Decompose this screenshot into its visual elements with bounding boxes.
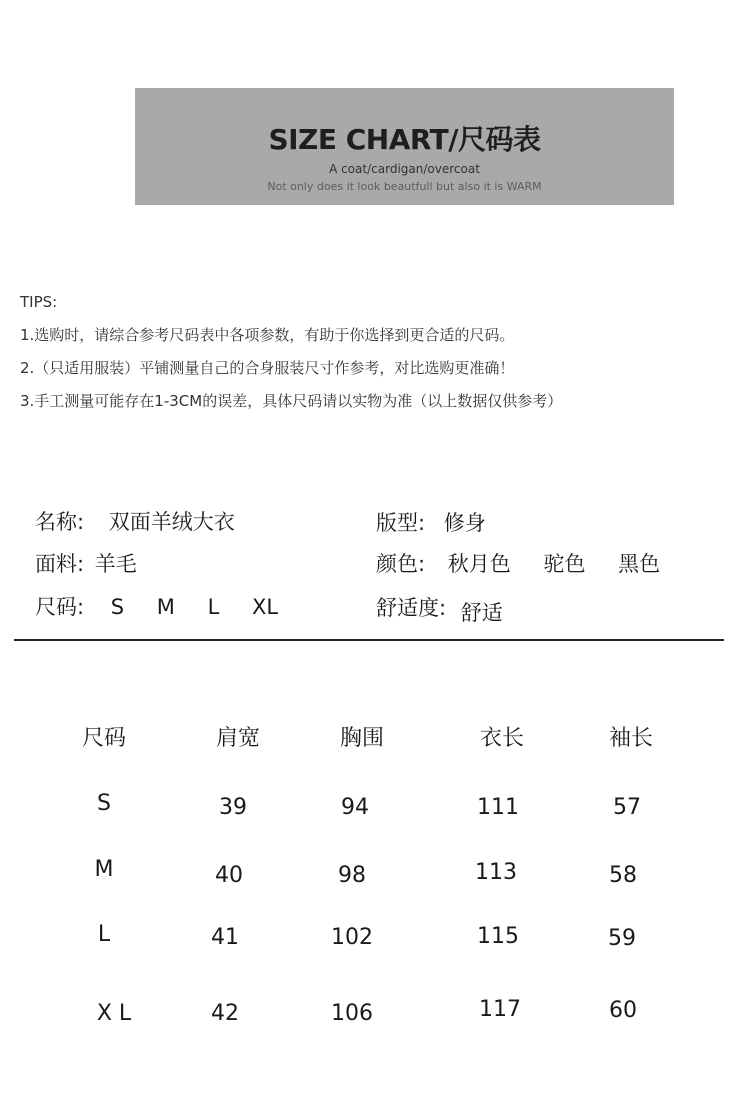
tips-section [20, 292, 730, 424]
fit-value: 修身 [443, 511, 486, 535]
size-option: L [207, 595, 220, 619]
row-xl-shoulder: 42 [211, 1001, 239, 1026]
comfort-label: 舒适度: [376, 596, 447, 620]
info-material [35, 548, 137, 578]
info-name [35, 506, 235, 536]
color-option: 黑色 [618, 552, 661, 576]
row-m-shoulder: 40 [215, 863, 243, 888]
row-xl-length: 117 [479, 997, 521, 1022]
row-xl-sleeve: 60 [609, 998, 637, 1023]
row-l-chest: 102 [331, 925, 373, 950]
material-value: 羊毛 [94, 552, 137, 576]
info-fit [376, 507, 486, 537]
section-divider [14, 639, 724, 641]
material-label: 面料: [35, 552, 85, 576]
size-option: M [156, 595, 175, 619]
tip-2: 2.（只适用服装）平铺测量自己的合身服装尺寸作参考，对比选购更准确！ [20, 359, 515, 377]
header-length: 衣长 [479, 726, 524, 751]
header-size: 尺码 [81, 726, 126, 751]
name-label: 名称: [35, 510, 85, 534]
row-l-length: 115 [477, 924, 519, 949]
row-s-length: 111 [477, 795, 519, 820]
row-s-chest: 94 [341, 795, 369, 820]
color-option: 驼色 [543, 552, 586, 576]
row-l-size: L [97, 922, 111, 947]
comfort-value: 舒适 [460, 601, 503, 625]
banner-title: SIZE CHART/尺码表 [268, 123, 541, 156]
banner-subtitle: A coat/cardigan/overcoat [329, 162, 480, 176]
row-l-shoulder: 41 [211, 925, 239, 950]
header-chest: 胸围 [339, 726, 384, 751]
row-xl-size: X L [96, 1001, 132, 1026]
row-m-size: M [94, 857, 114, 882]
row-s-size: S [97, 791, 111, 816]
row-m-length: 113 [475, 860, 517, 885]
header-shoulder: 肩宽 [215, 726, 260, 751]
color-label: 颜色: [376, 552, 426, 576]
tip-3: 3.手工测量可能存在1-3CM的误差，具体尺码请以实物为准（以上数据仅供参考） [20, 392, 563, 410]
size-option: XL [252, 595, 279, 619]
info-sizes [35, 591, 304, 621]
tip-1: 1.选购时，请综合参考尺码表中各项参数，有助于你选择到更合适的尺码。 [20, 326, 515, 344]
banner-tagline: Not only does it look beautfull but also it is WARM [267, 180, 542, 193]
header-sleeve: 袖长 [608, 726, 653, 751]
row-m-chest: 98 [338, 863, 366, 888]
fit-label: 版型: [376, 511, 426, 535]
size-option: S [110, 595, 125, 619]
info-comfort [376, 592, 503, 625]
tips-heading: TIPS: [20, 293, 58, 311]
row-m-sleeve: 58 [609, 863, 637, 888]
color-option: 秋月色 [447, 552, 511, 576]
row-l-sleeve: 59 [608, 926, 636, 951]
size-label: 尺码: [35, 595, 85, 619]
size-chart-banner [135, 88, 674, 205]
row-s-sleeve: 57 [613, 795, 641, 820]
row-xl-chest: 106 [331, 1001, 373, 1026]
name-value: 双面羊绒大衣 [108, 510, 235, 534]
row-s-shoulder: 39 [219, 795, 247, 820]
info-colors [376, 548, 686, 578]
